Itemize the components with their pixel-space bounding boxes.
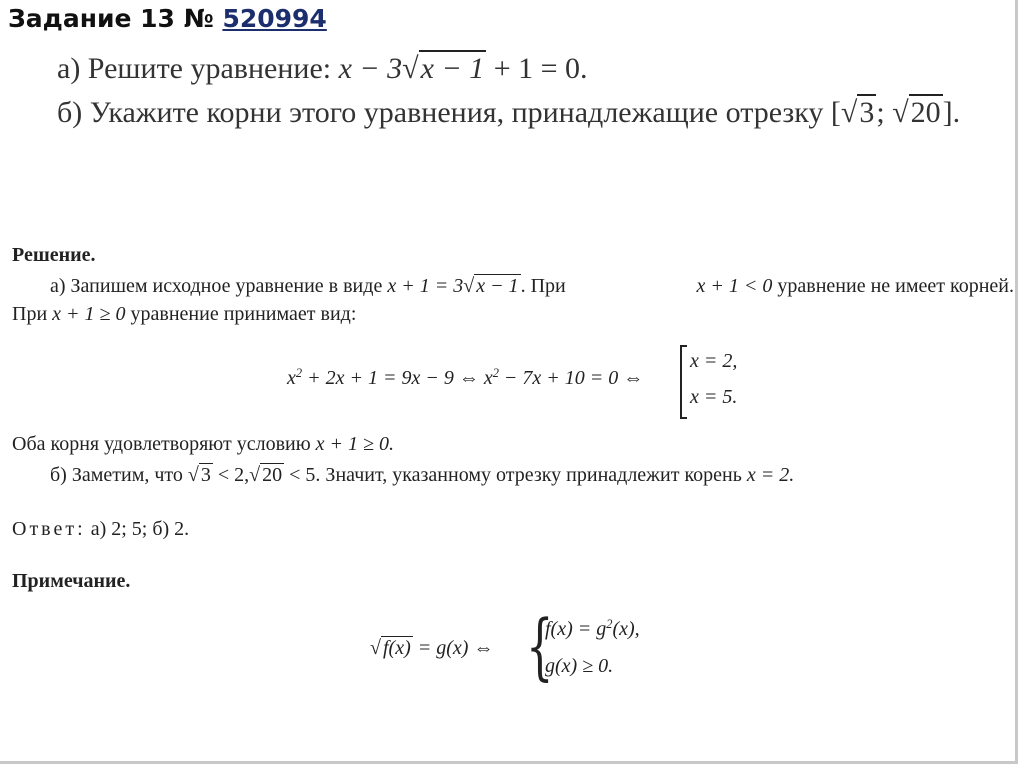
answer-line [12,518,189,541]
sqrt-expression: √ 20 [249,464,283,486]
sol-b-root: x = 2. [746,464,795,486]
solution-heading: Решение. [12,244,96,266]
task-b-radicand-2: 20 [910,96,941,129]
note-radicand: f(x) [382,637,411,659]
sol-b-radicand-1: 3 [200,464,211,486]
sol-both-text: Оба корня удовлетворяют условию [12,433,311,455]
sol-b-text: б) Заметим, что [50,464,183,486]
sol-a2-cond: x + 1 ≥ 0 [52,303,126,325]
task-b-text: б) Укажите корни этого уравнения, принадлежащие отрезку [57,96,824,129]
sol-a1-cond: x + 1 < 0 [696,275,773,297]
sol-a1-tail: уравнение не имеет корней. [777,275,1014,297]
answer-label: Ответ: [12,518,86,540]
main-equation: $x^2 + 2x + 1 = 9x - 9$ ⇔ $x^2 - 7x + 10 = 0$ ⇔ [287,366,644,389]
sqrt-expression: √20 [892,96,941,129]
solution-line-a1-tail [697,275,1014,298]
system-line-2: g(x) ≥ 0. [545,655,614,677]
interval-close: ]. [942,96,961,129]
interval-open: [ [830,96,841,129]
task-b-radicand-1: 3 [859,96,875,129]
eq-part-2: + 2x + 1 = 9x − 9 ⇔ x [302,367,493,389]
sol-both-cond: x + 1 ≥ 0. [315,433,395,455]
note-heading: Примечание. [12,570,131,592]
eq-part-3: − 7x + 10 = 0 ⇔ [498,367,644,389]
sol-b-lt5: < 5. Значит, указанному отрезку принадлежит корень [289,464,742,486]
sqrt-expression: √3 [840,96,875,129]
eq-part-1: x [287,367,296,389]
note-equation [370,637,493,660]
sqrt-expression: √ x − 1 [463,275,519,297]
solution-line-a2 [12,303,356,326]
task-a-eq-radicand: x − 1 [420,52,485,85]
note-rhs: = g(x) ⇔ [417,637,494,659]
task-a-text: а) Решите уравнение: [57,52,332,85]
root-1: x = 2, [690,350,738,372]
solution-line-b [50,464,794,487]
sqrt-expression: √ 3 [187,464,211,486]
sol-a2-tail: уравнение принимает вид: [130,303,357,325]
root-2: x = 5. [690,386,738,408]
solution-both-roots [12,433,394,456]
sol-b-radicand-2: 20 [262,464,283,486]
task-number-link[interactable]: 520994 [222,4,327,33]
sol-a1-eq-end: . При [520,275,566,297]
sol-a1-eq-radicand: x − 1 [476,275,519,297]
system-line-1 [545,618,640,641]
system-brace: { [526,604,554,688]
solution-line-a1 [50,275,566,298]
task-a-eq-right: + 1 = 0. [493,52,588,85]
task-part-b [57,96,960,130]
sys1-part-c: (x), [612,618,640,640]
roots-bracket [680,345,687,419]
sqrt-expression: √ f(x) [370,637,411,659]
task-title-label: Задание 13 № [8,4,214,33]
sys1-part-a: f(x) = g [545,618,607,640]
sol-a1-eq-left: x + 1 = 3 [387,275,464,297]
sol-a1-text: а) Запишем исходное уравнение в виде [50,275,383,297]
sys1-exponent: 2 [606,617,613,632]
sol-b-mid: < 2, [217,464,250,486]
answer-value: а) 2; 5; б) 2. [90,518,190,540]
interval-separator: ; [876,96,885,129]
task-part-a [57,52,588,86]
task-title [8,4,327,33]
sqrt-expression: √x − 1 [402,52,485,85]
sol-a2-text: При [12,303,48,325]
task-a-eq-left: x − 3 [338,52,403,85]
